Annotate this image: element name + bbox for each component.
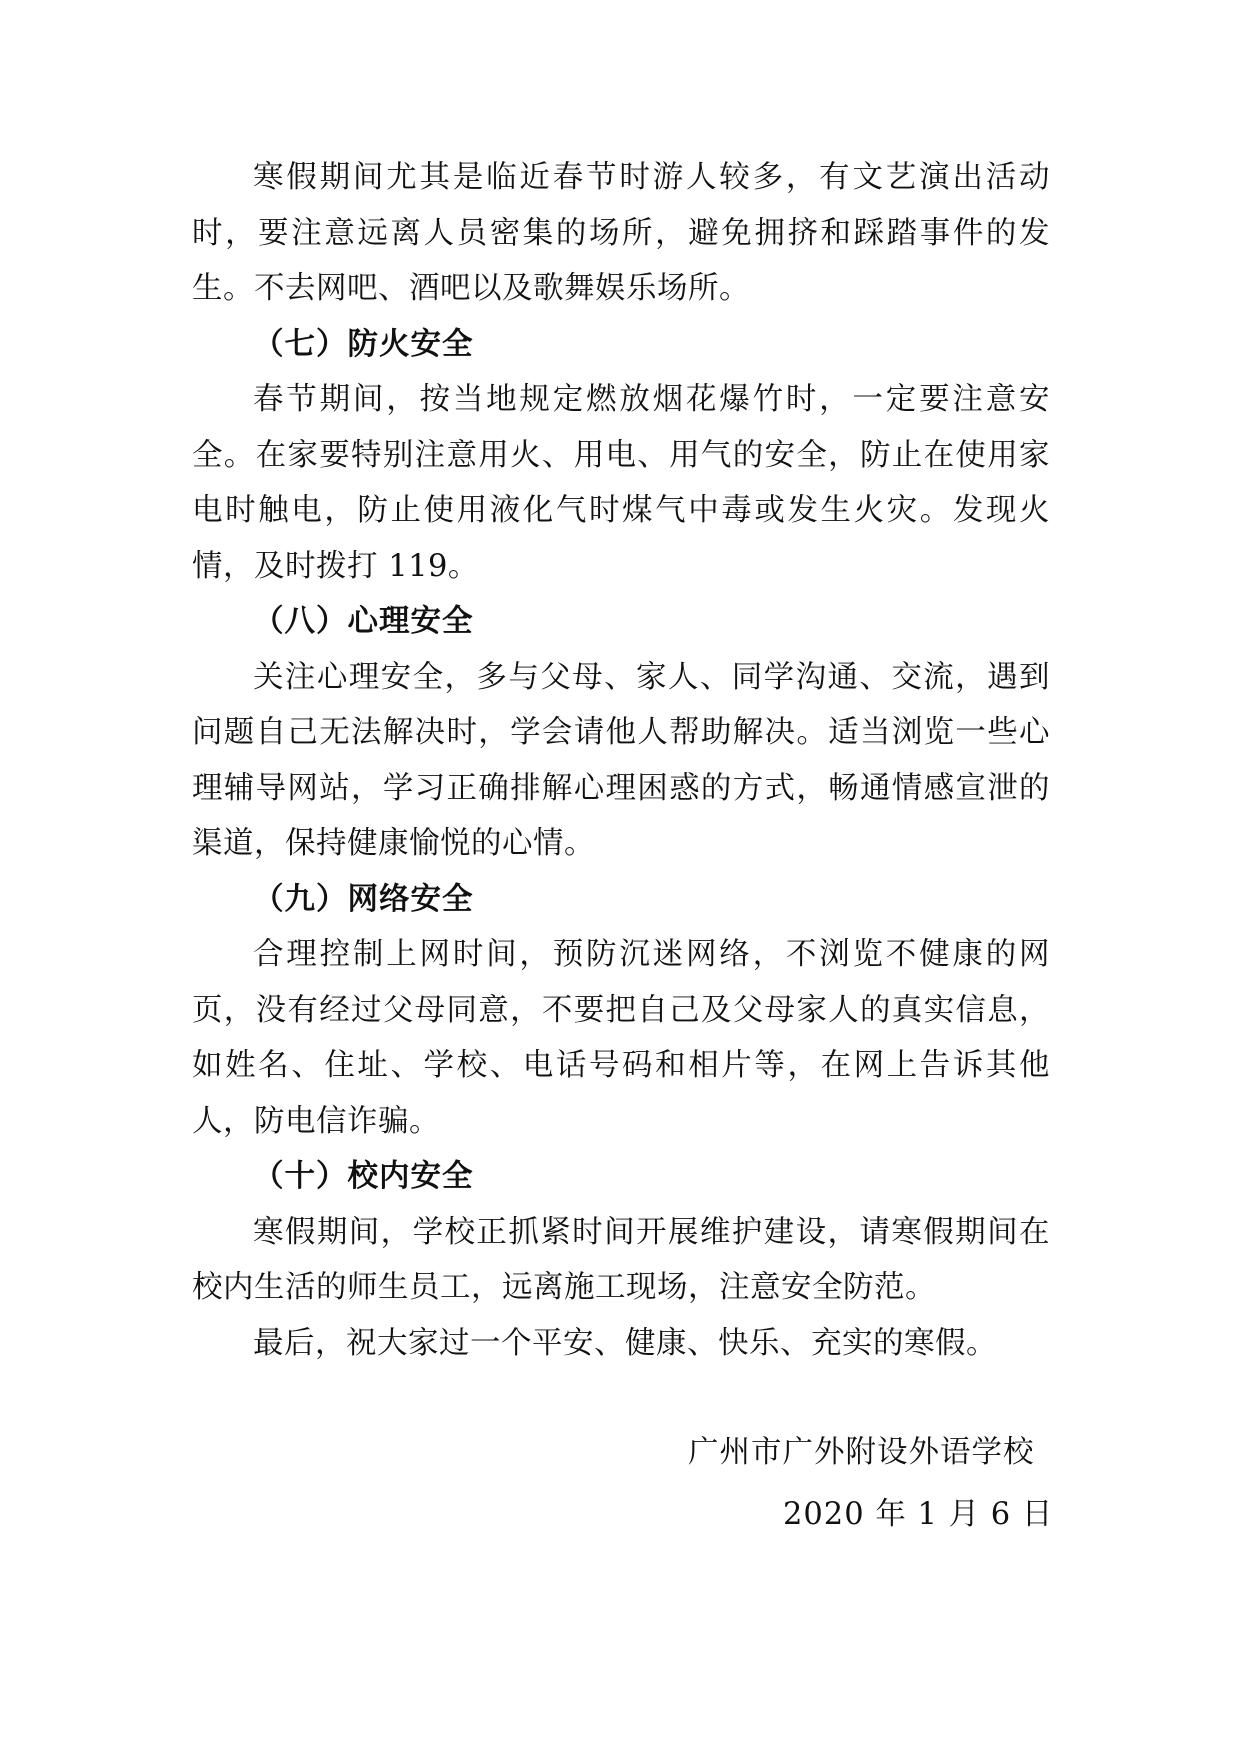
section-body-campus-safety: 寒假期间，学校正抓紧时间开展维护建设，请寒假期间在校内生活的师生员工，远离施工现场，注意安全防范。: [192, 1214, 1050, 1305]
closing-paragraph: 最后，祝大家过一个平安、健康、快乐、充实的寒假。: [253, 1325, 997, 1361]
signature-school-name: 广州市广外附设外语学校: [688, 1435, 1035, 1470]
document-body: [192, 150, 1050, 1371]
section-body-mental-safety: 关注心理安全，多与父母、家人、同学沟通、交流，遇到问题自己无法解决时，学会请他人帮助解决。适当浏览一些心理辅导网站，学习正确排解心理困惑的方式，畅通情感宣泄的渠道，保持健康愉悦的心情。: [192, 659, 1050, 861]
section-body-fire-safety: 春节期间，按当地规定燃放烟花爆竹时，一定要注意安全。在家要特别注意用火、用电、用气的安全，防止在使用家电时触电，防止使用液化气时煤气中毒或发生火灾。发现火情，及时拨打 119。: [192, 382, 1050, 584]
section-heading-campus-safety: （十）校内安全: [253, 1159, 474, 1194]
section-heading-network-safety: （九）网络安全: [253, 881, 474, 917]
intro-paragraph: 寒假期间尤其是临近春节时游人较多，有文艺演出活动时，要注意远离人员密集的场所，避免拥挤和踩踏事件的发生。不去网吧、酒吧以及歌舞娱乐场所。: [192, 160, 1050, 306]
section-body-network-safety: 合理控制上网时间，预防沉迷网络，不浏览不健康的网页，没有经过父母同意，不要把自己及父母家人的真实信息，如姓名、住址、学校、电话号码和相片等，在网上告诉其他人，防电信诈骗。: [192, 937, 1050, 1139]
section-heading-fire-safety: （七）防火安全: [253, 326, 474, 362]
signature-date: 2020 年 1 月 6 日: [783, 1497, 1054, 1532]
section-heading-mental-safety: （八）心理安全: [253, 604, 474, 639]
